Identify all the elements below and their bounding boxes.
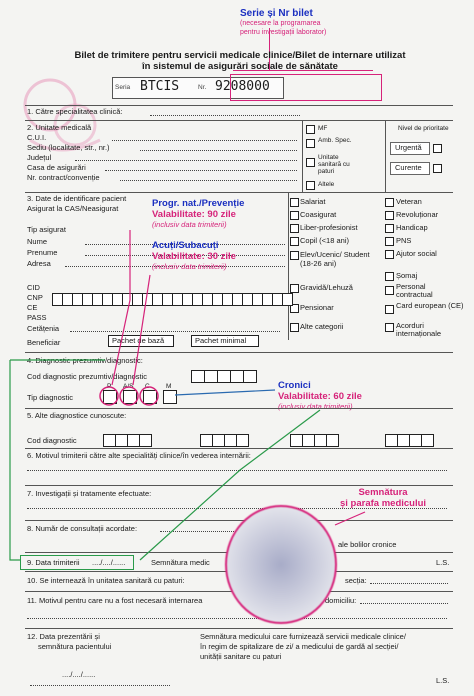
data-trimiterii-input[interactable]: ..../..../...... xyxy=(92,558,126,567)
urgenta-option: Urgentă xyxy=(395,143,422,152)
casa-field: Casa de asigurări xyxy=(27,163,86,172)
section9-label: 9. Data trimiterii xyxy=(27,558,80,567)
referral-form-page: Serie și Nr bilet (necesare la programarea pentru investigații laborator) Bilet de trimitere pentru servicii medicale clinice/Bilet de internare utilizat în sistemul de asigurări sociale de sănătate Seria BTCIS Nr. 9208000 1. Către specialitatea clinică: 2. Unitate medicală C.U.I. Sediu (localitate, str., nr.) Județul Casa de asigurări Nr. contract/convenție MF Amb. Spec. Unitate sanitară cu paturi Altele Nivel de prioritate Urgentă Curente 3. Date de identificare pacient Asigurat la CAS/Neasigurat Tip asigurat Nume Prenume Adresa Salariat Coasigurat Liber-profesionist Copil (<18 ani) Elev/Ucenic/ Student (18-26 ani) Gravidă/Lehuză Pensionar Alte categorii Veteran Revoluționar Handicap PNS Ajutor social Șomaj Personal contractual Card european (CE) Acorduri internaționale Progr. nat./Prevenție Valabilitate: 90 zile (inclusiv data trimiterii) Acuți/Subacuți Valabilitate: 30 zile (inclusiv data trimiterii) CID CNP CE PASS Cetățenia Beneficiar Pachet de bază Pachet minimal 4. Diagnostic prezumtiv/diagnostic: Cod diagnostic prezumtiv/diagnostic Tip diagnostic P A/S C M Cronici Valabilitate: 60 zile (inclusiv data trimiterii) 5. Alte diagnostice cunoscute: Cod diagnostic 6. Motivul trimiterii către alte specialități clinice/în vederea internării: 7. Investigații și tratamente efectuate: 8. Număr de consultații acordate: ale bolilor cronice Semnătura și parafa medicului 9. Data trimiterii ..../..../...... Semnătura medic L.S. 10. Se internează în unitatea sanitară cu paturi: secția: 11. Motivul pentru care nu a fost necesară internarea domiciliu: 12. Data prezentării și semnătura pacientului ..../..../...... Semnătura medicului care furnizează servicii medicale clinice/ în regim de spitalizare de zi/ a medicului de gardă al secției/ unității sanitare cu paturi L.S. xyxy=(0,0,474,696)
section6-label: 6. Motivul trimiterii către alte specialități clinice/în vederea internării: xyxy=(27,451,251,460)
section8-label: 8. Număr de consultații acordate: xyxy=(27,524,138,533)
sediu-field: Sediu (localitate, str., nr.) xyxy=(27,143,110,152)
priority-label: Nivel de prioritate xyxy=(398,125,449,132)
nr-label: Nr. xyxy=(198,84,207,91)
judet-field: Județul xyxy=(27,153,52,162)
serie-value: BTCIS xyxy=(140,79,180,94)
section3-label: 3. Date de identificare pacient xyxy=(27,194,127,203)
section7-label: 7. Investigații și tratamente efectuate: xyxy=(27,489,152,498)
section1-label: 1. Către specialitatea clinică: xyxy=(27,107,123,116)
form-title: Bilet de trimitere pentru servicii medicale clinice/Bilet de internare utilizat în sistemul de asigurări sociale de sănătate xyxy=(74,50,406,72)
section4-label: 4. Diagnostic prezumtiv/diagnostic: xyxy=(27,356,143,365)
section12-label: 12. Data prezentării și xyxy=(27,632,100,641)
cronici-annotation: Cronici Valabilitate: 60 zile (inclusiv data trimiterii) xyxy=(278,380,362,411)
data-prezentarii-input[interactable]: ..../..../...... xyxy=(62,670,96,679)
preventie-annotation: Progr. nat./Prevenție Valabilitate: 90 zile (inclusiv data trimiterii) xyxy=(152,198,245,229)
contract-field: Nr. contract/convenție xyxy=(27,173,100,182)
serie-annotation: Serie și Nr bilet (necesare la programarea pentru investigații laborator) xyxy=(240,8,327,36)
section10-label: 10. Se internează în unitatea sanitară cu paturi: xyxy=(27,576,185,585)
section2-label: 2. Unitate medicală xyxy=(27,123,92,132)
cui-field: C.U.I. xyxy=(27,133,47,142)
acuti-annotation: Acuți/Subacuți Valabilitate: 30 zile (inclusiv data trimiterii) xyxy=(152,240,236,271)
semnatura-annotation: Semnătura și parafa medicului xyxy=(340,487,427,509)
section5-label: 5. Alte diagnostice cunoscute: xyxy=(27,411,127,420)
nr-value: 9208000 xyxy=(215,79,270,94)
signature-stamp-blurred xyxy=(225,505,337,624)
serie-label: Seria xyxy=(115,84,131,91)
curente-option: Curente xyxy=(395,163,422,172)
section11-label: 11. Motivul pentru care nu a fost necesară internarea xyxy=(27,596,203,605)
